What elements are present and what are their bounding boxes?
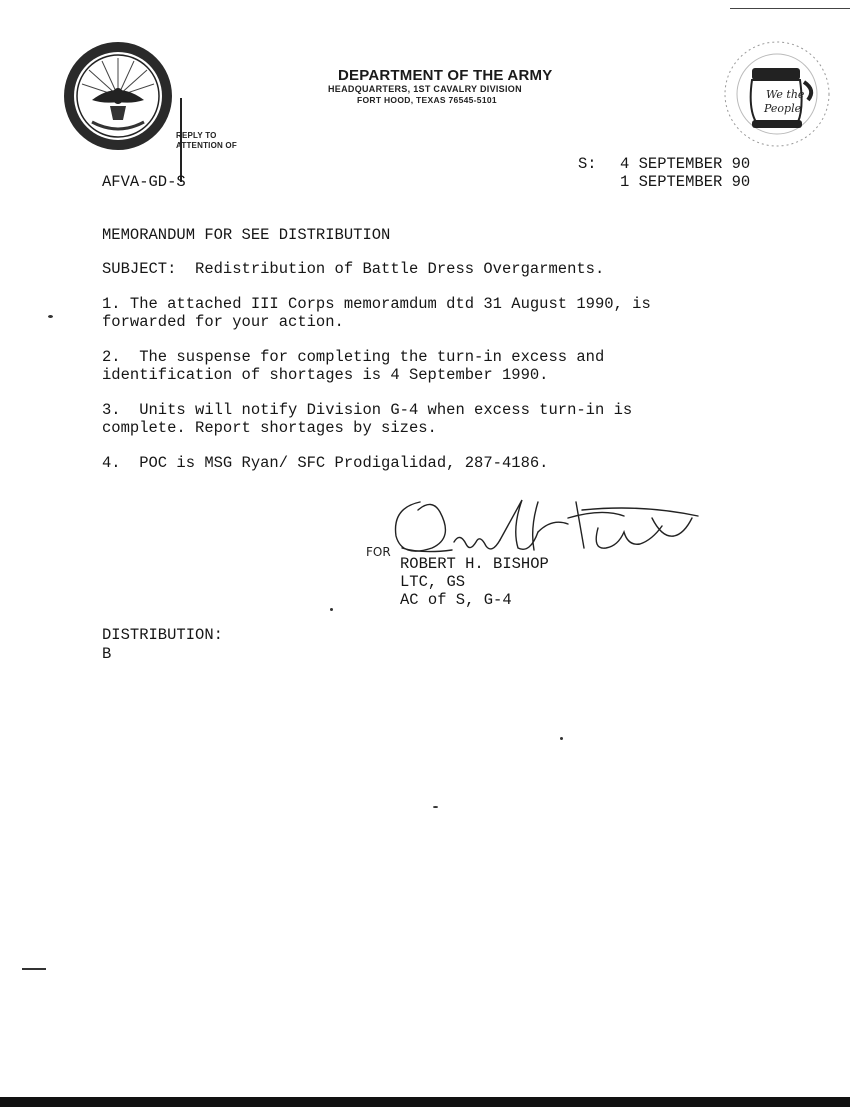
constitution-bicentennial-seal: [722, 38, 832, 150]
subject-line: SUBJECT: Redistribution of Battle Dress Overgarments.: [102, 260, 605, 278]
department-name: DEPARTMENT OF THE ARMY: [338, 67, 553, 84]
for-mark: FOR: [366, 545, 391, 559]
address-line: FORT HOOD, TEXAS 76545-5101: [357, 95, 497, 105]
distribution-label: DISTRIBUTION:: [102, 626, 223, 644]
suspense-label: S:: [578, 155, 597, 173]
memo-date: 1 SEPTEMBER 90: [620, 173, 751, 191]
paragraph-3: 3. Units will notify Division G-4 when excess turn-in is complete. Report shortages by sizes.: [102, 401, 633, 437]
scan-speck: [22, 968, 46, 970]
headquarters-line: HEADQUARTERS, 1ST CAVALRY DIVISION: [328, 84, 522, 94]
paragraph-1: 1. The attached III Corps memoramdum dtd 31 August 1990, is forwarded for your action.: [102, 295, 651, 331]
signatory-title: AC of S, G-4: [400, 591, 512, 609]
right-seal-script-line2: People: [764, 102, 802, 115]
signatory-rank: LTC, GS: [400, 573, 466, 591]
scan-speck: [48, 315, 53, 318]
attention-of-label: ATTENTION OF: [176, 141, 237, 150]
office-symbol: AFVA-GD-S: [102, 173, 186, 191]
memorandum-for-line: MEMORANDUM FOR SEE DISTRIBUTION: [102, 226, 391, 244]
signatory-name: ROBERT H. BISHOP: [400, 555, 549, 573]
scan-top-rule: [730, 8, 850, 9]
distribution-value: B: [102, 645, 112, 663]
scan-bottom-bar: [0, 1097, 850, 1107]
department-of-defense-seal: [62, 40, 174, 152]
paragraph-2: 2. The suspense for completing the turn-in excess and identification of shortages is 4 September 1990.: [102, 348, 605, 384]
paragraph-4: 4. POC is MSG Ryan/ SFC Prodigalidad, 287-4186.: [102, 454, 549, 472]
scan-speck: [330, 608, 333, 611]
reply-to-label: REPLY TO: [176, 131, 217, 140]
scan-speck: [433, 806, 438, 808]
right-seal-script-line1: We the: [766, 88, 805, 101]
scan-speck: [560, 737, 563, 740]
suspense-date: 4 SEPTEMBER 90: [620, 155, 751, 173]
reply-divider: [180, 98, 182, 182]
